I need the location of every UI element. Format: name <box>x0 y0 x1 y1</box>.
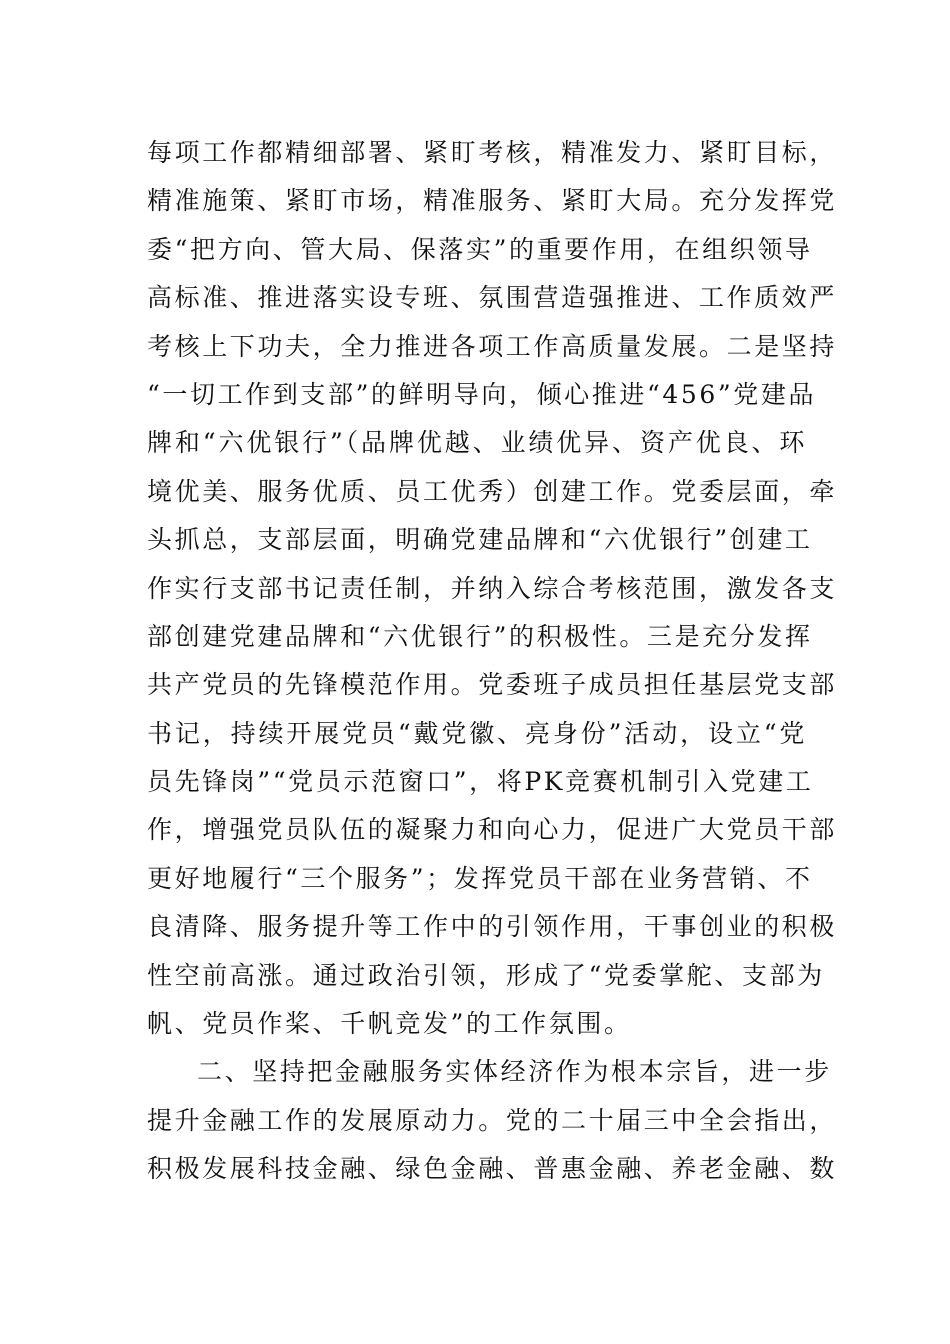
document-body <box>147 129 838 1194</box>
text-line: 精准施策、紧盯市场，精准服务、紧盯大局。充分发挥党 <box>147 186 838 216</box>
text-line: 作，增强党员队伍的凝聚力和向心力，促进广大党员干部 <box>147 815 838 845</box>
text-line: 头抓总，支部层面，明确党建品牌和“六优银行”创建工 <box>147 525 813 555</box>
text-line: 良清降、服务提升等工作中的引领作用，干事创业的积极 <box>147 912 838 942</box>
text-line: 性空前高涨。通过政治引领，形成了“党委掌舵、支部为 <box>147 960 825 990</box>
text-line: 书记，持续开展党员“戴党徽、亮身份”活动，设立“党 <box>147 718 807 748</box>
text-line: 考核上下功夫，全力推进各项工作高质量发展。二是坚持 <box>147 331 838 361</box>
text-line: 高标准、推进落实设专班、氛围营造强推进、工作质效严 <box>147 283 838 313</box>
text-line: 牌和“六优银行”（品牌优越、业绩优异、资产优良、环 <box>147 428 807 458</box>
text-line: 帆、党员作桨、千帆竞发”的工作氛围。 <box>147 1009 632 1039</box>
text-line: 境优美、服务优质、员工优秀）创建工作。党委层面，牵 <box>147 476 838 506</box>
text-line: 二、坚持把金融服务实体经济作为根本宗旨，进一步 <box>197 1057 832 1087</box>
text-line: 员先锋岗”“党员示范窗口”，将PK竞赛机制引入党建工 <box>147 767 814 797</box>
text-line: 提升金融工作的发展原动力。党的二十届三中全会指出， <box>147 1105 838 1135</box>
text-line: 每项工作都精细部署、紧盯考核，精准发力、紧盯目标， <box>147 138 838 167</box>
text-line: 部创建党建品牌和“六优银行”的积极性。三是充分发挥 <box>147 621 813 651</box>
text-line: 作实行支部书记责任制，并纳入综合考核范围，激发各支 <box>147 573 838 603</box>
text-line: 共产党员的先锋模范作用。党委班子成员担任基层党支部 <box>147 670 838 700</box>
text-line: 委“把方向、管大局、保落实”的重要作用，在组织领导 <box>147 234 813 264</box>
text-line: 更好地履行“三个服务”；发挥党员干部在业务营销、不 <box>147 863 813 893</box>
text-line: 积极发展科技金融、绿色金融、普惠金融、养老金融、数 <box>147 1154 838 1184</box>
text-line: “一切工作到支部”的鲜明导向，倾心推进“456”党建品 <box>147 379 817 409</box>
